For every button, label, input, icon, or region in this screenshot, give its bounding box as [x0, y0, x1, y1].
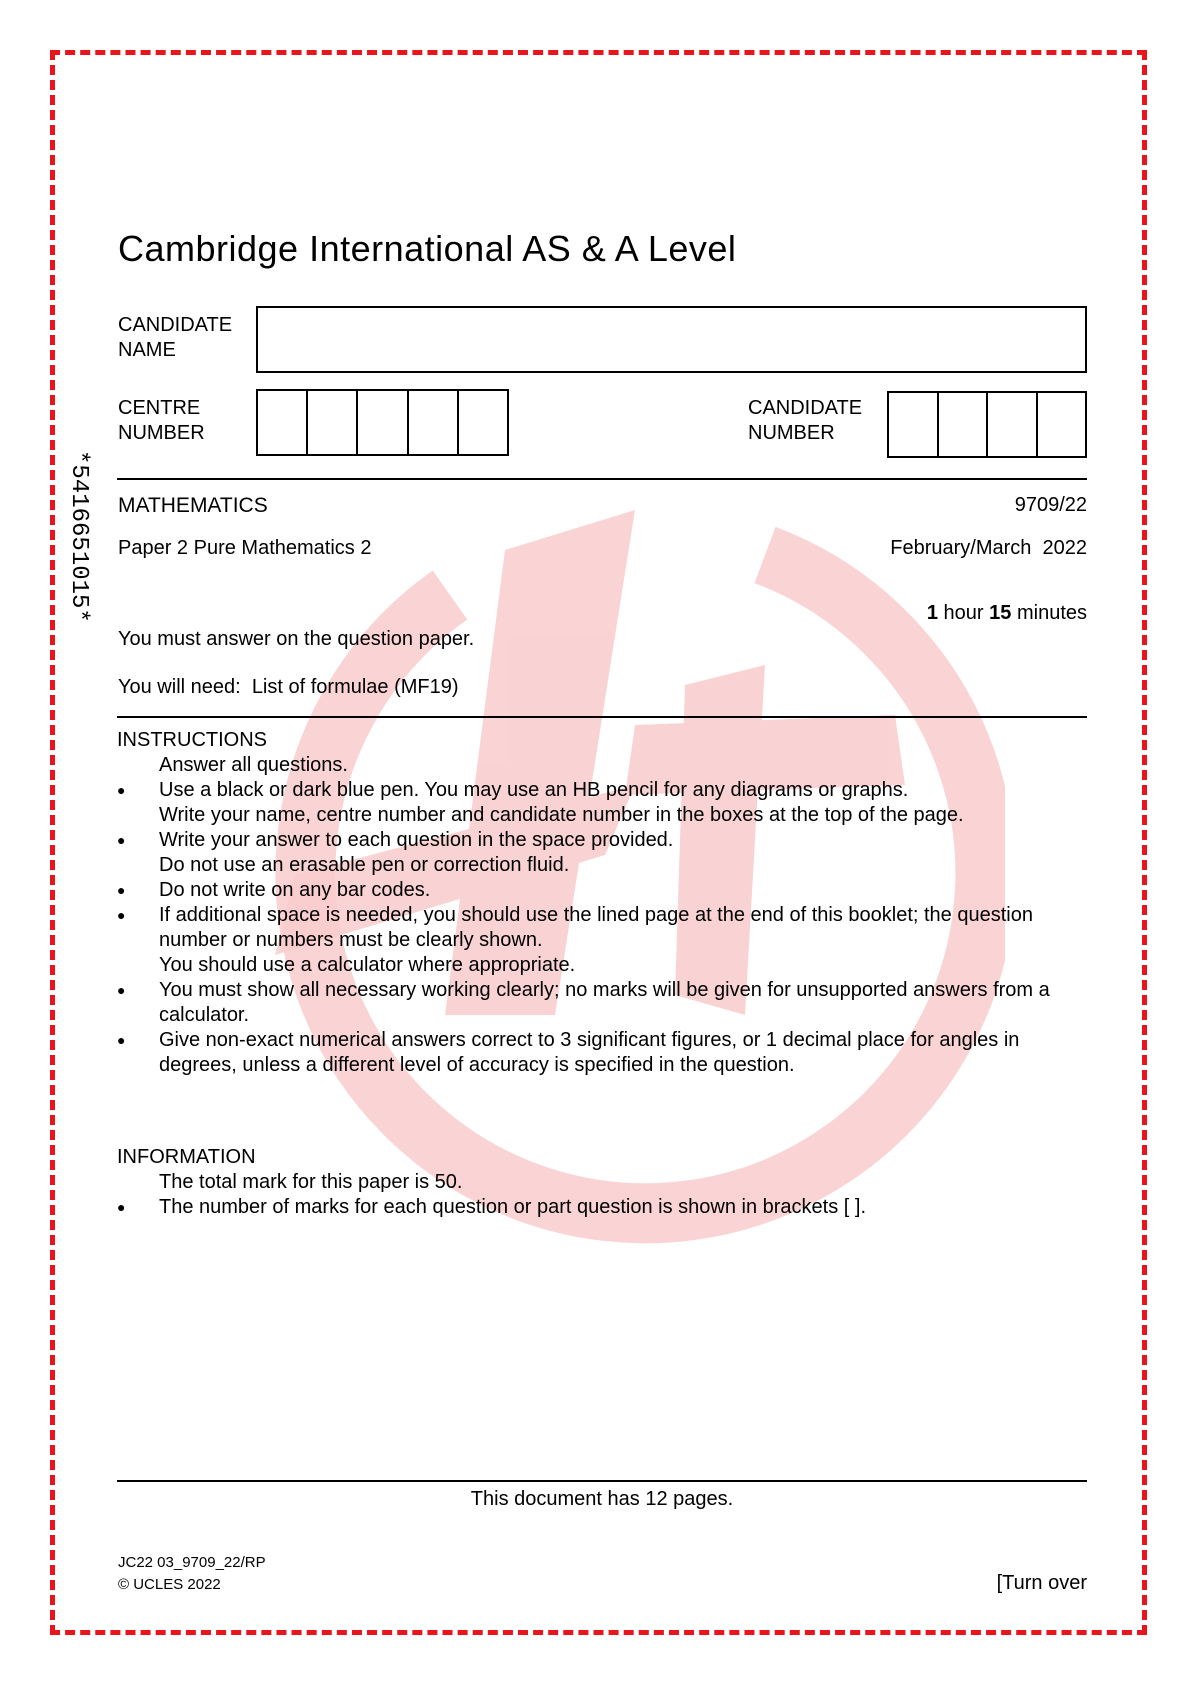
instruction-item: ● If additional space is needed, you should use the lined page at the end of this booklet; the question number or numbers must be clearly shown.	[117, 903, 1087, 953]
instruction-item: Do not use an erasable pen or correction fluid.	[159, 854, 570, 876]
instructions-heading: INSTRUCTIONS	[117, 729, 267, 751]
centre-number-cell[interactable]	[308, 391, 358, 454]
candidate-number-cell[interactable]	[939, 393, 989, 456]
instruction-item: ● Write your answer to each question in the space provided.	[117, 828, 1087, 853]
candidate-barcode-code: *5416651015*	[65, 450, 92, 623]
subject: MATHEMATICS	[118, 494, 268, 517]
divider	[117, 1480, 1087, 1482]
candidate-name-box[interactable]	[256, 306, 1087, 373]
information-section	[117, 1145, 1087, 1220]
information-item: ● The number of marks for each question or part question is shown in brackets [ ].	[117, 1195, 1087, 1220]
candidate-number-cell[interactable]	[988, 393, 1038, 456]
duration-hours: 1	[926, 602, 938, 624]
page-count-note: This document has 12 pages.	[470, 1488, 734, 1510]
centre-number-label: CENTRE NUMBER	[118, 397, 205, 444]
centre-number-cell[interactable]	[258, 391, 308, 454]
instruction-item: ● Do not write on any bar codes.	[117, 878, 1087, 903]
paper-name: Paper 2 Pure Mathematics 2	[118, 537, 372, 559]
duration	[800, 579, 1087, 625]
candidate-number-boxes[interactable]	[887, 391, 1087, 458]
instruction-item: You should use a calculator where appropriate.	[159, 954, 576, 976]
centre-number-boxes[interactable]	[256, 389, 509, 456]
instruction-item: Answer all questions.	[159, 754, 348, 776]
centre-number-cell[interactable]	[459, 391, 507, 454]
syllabus-code: 9709/22	[1014, 494, 1087, 516]
centre-number-cell[interactable]	[358, 391, 408, 454]
equipment-line	[118, 676, 459, 699]
instruction-item: ● Give non-exact numerical answers correct to 3 significant figures, or 1 decimal place for angles in degrees, unless a different level of accuracy is specified in the question.	[117, 1028, 1087, 1078]
candidate-number-label: CANDIDATE NUMBER	[748, 397, 863, 444]
instruction-item: ● You must show all necessary working clearly; no marks will be given for unsupported answers from a calculator.	[117, 978, 1087, 1028]
candidate-number-cell[interactable]	[1038, 393, 1086, 456]
duration-minutes: 15	[989, 602, 1012, 624]
instruction-item: ● Use a black or dark blue pen. You may use an HB pencil for any diagrams or graphs.	[117, 778, 1087, 803]
exam-session: February/March 2022	[890, 537, 1087, 559]
answer-note: You must answer on the question paper.	[118, 628, 475, 650]
information-item: The total mark for this paper is 50.	[159, 1171, 463, 1193]
candidate-name-label: CANDIDATE NAME	[118, 314, 233, 361]
candidate-number-cell[interactable]	[889, 393, 939, 456]
turn-over: [Turn over	[996, 1572, 1087, 1594]
instruction-item: Write your name, centre number and candidate number in the boxes at the top of the page.	[159, 804, 964, 826]
divider	[117, 478, 1087, 480]
duration-minute-word: minutes	[1011, 602, 1087, 624]
duration-hour-word: hour	[938, 602, 990, 624]
copyright: © UCLES 2022	[118, 1576, 221, 1593]
information-heading: INFORMATION	[117, 1146, 256, 1168]
equipment-value: List of formulae (MF19)	[251, 676, 459, 698]
divider	[117, 716, 1087, 718]
document-reference: JC22 03_9709_22/RP	[118, 1554, 266, 1571]
centre-number-cell[interactable]	[409, 391, 459, 454]
page-title: Cambridge International AS & A Level	[118, 228, 737, 269]
equipment-label: You will need:	[118, 676, 241, 698]
instructions-section	[117, 728, 1087, 1078]
